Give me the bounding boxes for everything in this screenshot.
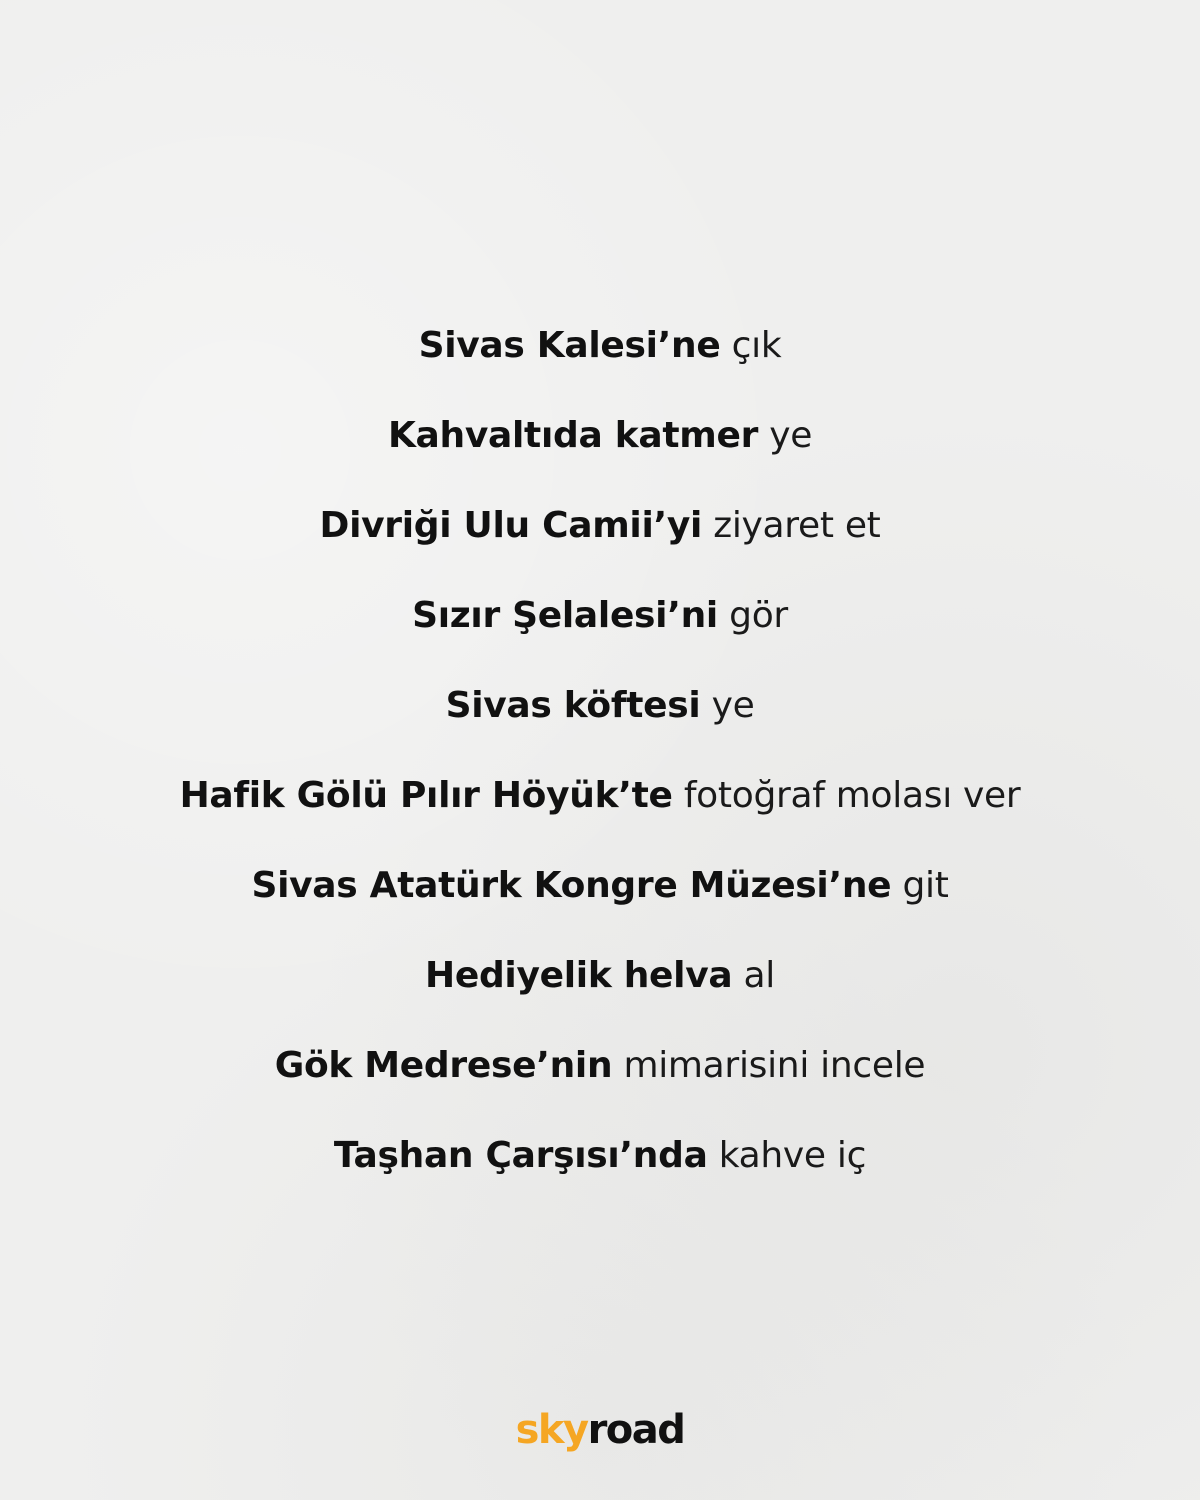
item-highlight: Taşhan Çarşısı’nda: [333, 1135, 708, 1176]
list-item: [0, 676, 1200, 766]
logo-sky-text: sky: [515, 1407, 588, 1453]
item-action: ye: [711, 685, 755, 726]
item-highlight: Sivas Kalesi’ne: [418, 325, 721, 366]
list-item: [0, 406, 1200, 496]
item-highlight: Hediyelik helva: [425, 955, 733, 996]
item-highlight: Sivas Atatürk Kongre Müzesi’ne: [251, 865, 892, 906]
item-highlight: Sivas köftesi: [445, 685, 701, 726]
todo-list: [0, 316, 1200, 1216]
list-item: [0, 496, 1200, 586]
item-action: gör: [729, 595, 788, 636]
list-item: [0, 1126, 1200, 1216]
item-highlight: Hafik Gölü Pılır Höyük’te: [179, 775, 673, 816]
item-action: ziyaret et: [713, 505, 881, 546]
item-action: git: [902, 865, 949, 906]
item-action: kahve iç: [718, 1135, 867, 1176]
item-highlight: Gök Medrese’nin: [274, 1045, 613, 1086]
list-item: [0, 856, 1200, 946]
list-item: [0, 1036, 1200, 1126]
item-action: çık: [731, 325, 782, 366]
list-item: [0, 586, 1200, 676]
item-action: fotoğraf molası ver: [683, 775, 1021, 816]
item-action: al: [743, 955, 775, 996]
item-highlight: Kahvaltıda katmer: [387, 415, 759, 456]
item-action: ye: [769, 415, 813, 456]
item-highlight: Sızır Şelalesi’ni: [412, 595, 718, 636]
list-item: [0, 316, 1200, 406]
list-item: [0, 766, 1200, 856]
list-item: [0, 946, 1200, 1036]
item-highlight: Divriği Ulu Camii’yi: [319, 505, 703, 546]
logo-road-text: road: [587, 1407, 685, 1453]
skyroad-logo: [0, 1405, 1200, 1455]
item-action: mimarisini incele: [623, 1045, 926, 1086]
